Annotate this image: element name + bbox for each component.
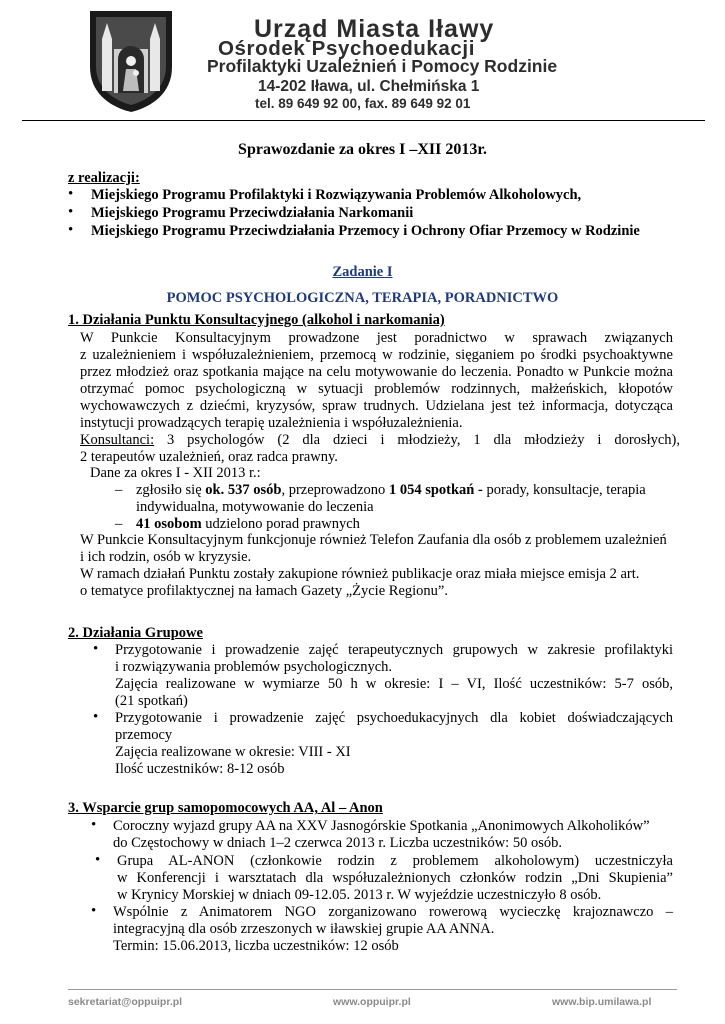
- group-line: i rozwiązywania problemów psychologicznych.: [115, 659, 393, 675]
- dash-marker: –: [115, 516, 123, 532]
- group-line: (21 spotkań): [115, 693, 188, 709]
- header-line-2: Ośrodek Psychoedukacji: [218, 37, 476, 60]
- group-line: Przygotowanie i prowadzenie zajęć terapeutycznych grupowych w zakresie profilaktyki: [115, 642, 673, 658]
- program-item: Miejskiego Programu Przeciwdziałania Narkomanii: [91, 205, 414, 221]
- paragraph-line: otrzymać pomoc psychologiczną w sytuacji problemów rodzinnych, małżeńskich, kłopotów: [80, 381, 673, 397]
- footer-bip[interactable]: www.bip.umilawa.pl: [552, 996, 652, 1008]
- realization-label: z realizacji:: [68, 170, 140, 186]
- header-divider: [22, 120, 705, 121]
- support-line: do Częstochowy w dniach 1–2 czerwca 2013 r. Liczba uczestników: 50 osób.: [113, 835, 562, 851]
- consultants-line: [80, 432, 680, 449]
- publication-line-2: o tematyce profilaktycznej na łamach Gazety „Życie Regionu”.: [80, 583, 448, 599]
- paragraph-line: z uzależnieniem i współuzależnieniem, przemocą w rodzinie, sięganiem po środki psychoaktywne: [80, 347, 673, 363]
- program-item: Miejskiego Programu Profilaktyki i Rozwiązywania Problemów Alkoholowych,: [91, 187, 582, 203]
- support-line: Wspólnie z Animatorem NGO zorganizowano rowerową wycieczkę krajoznawczo –: [113, 904, 673, 920]
- header-line-3: Profilaktyki Uzależnień i Pomocy Rodzinie: [207, 56, 558, 76]
- support-line: w Konferencji i warsztatach dla współuzależnionych członków rodzin „Dni Skupienia”: [117, 870, 673, 886]
- dash-marker: –: [115, 482, 123, 498]
- paragraph-line: wychowawczych z dziećmi, kryzysów, spraw trudnych. Udzielana jest też informacja, dotycząca: [80, 398, 673, 414]
- support-line: Termin: 15.06.2013, liczba uczestników: 12 osób: [113, 938, 399, 954]
- header-line-1: Urząd Miasta Iławy: [254, 15, 495, 43]
- section-3-heading: 3. Wsparcie grup samopomocowych AA, Al – Anon: [68, 800, 383, 816]
- footer-divider: [68, 989, 677, 990]
- support-line: Coroczny wyjazd grupy AA na XXV Jasnogórskie Spotkania „Anonimowych Alkoholików”: [113, 818, 650, 834]
- group-line: przemocy: [115, 727, 173, 743]
- paragraph-line: przez młodzież oraz spotkania mające na celu motywowanie do leczenia. Ponadto w Punkcie można: [80, 364, 673, 380]
- section-2-heading: 2. Działania Grupowe: [68, 625, 203, 641]
- group-line: Zajęcia realizowane w wymiarze 50 h w okresie: I – VI, Ilość uczestników: 5-7 osób,: [115, 676, 673, 692]
- header-address: 14-202 Iława, ul. Chełmińska 1: [258, 78, 480, 95]
- bullet-dot: •: [68, 222, 74, 238]
- group-line: Ilość uczestników: 8-12 osób: [115, 761, 285, 777]
- stats-text: , przeprowadzono: [281, 482, 389, 498]
- support-line: Grupa AL-ANON (członkowie rodzin z problemem alkoholowym) uczestniczyła: [117, 853, 673, 869]
- group-line: Przygotowanie i prowadzenie zajęć psychoedukacyjnych dla kobiet doświadczających: [115, 710, 673, 726]
- stats-meetings: 1 054 spotkań -: [388, 482, 483, 498]
- report-title: Sprawozdanie za okres I –XII 2013r.: [238, 141, 487, 158]
- footer-website[interactable]: www.oppuipr.pl: [333, 996, 411, 1008]
- section-1-heading: 1. Działania Punktu Konsultacyjnego (alkohol i narkomania): [68, 312, 445, 328]
- bullet-dot: •: [68, 204, 74, 220]
- coat-of-arms: [88, 9, 174, 113]
- stats-text: zgłosiło się: [136, 482, 206, 498]
- bullet-dot: •: [93, 641, 99, 657]
- bullet-dot: •: [93, 709, 99, 725]
- phone-line-1: W Punkcie Konsultacyjnym funkcjonuje również Telefon Zaufania dla osób z problemem uzależnień: [80, 532, 667, 548]
- bullet-dot: •: [68, 186, 74, 202]
- paragraph-line: instytucji prowadzących terapię uzależnienia i współuzależnienia.: [80, 415, 463, 431]
- stats-text: porady, konsultacje, terapia: [482, 482, 646, 498]
- program-item: Miejskiego Programu Przeciwdziałania Przemocy i Ochrony Ofiar Przemocy w Rodzinie: [91, 223, 640, 239]
- task-subtitle: POMOC PSYCHOLOGICZNA, TERAPIA, PORADNICTWO: [166, 290, 559, 306]
- bullet-dot: •: [91, 817, 97, 833]
- bullet-dot: •: [95, 852, 101, 868]
- paragraph-line: W Punkcie Konsultacyjnym prowadzone jest poradnictwo w sprawach związanych: [80, 330, 673, 346]
- stats-line-2: [136, 516, 360, 533]
- footer-email[interactable]: sekretariat@oppuipr.pl: [68, 996, 183, 1008]
- bullet-dot: •: [91, 903, 97, 919]
- publication-line-1: W ramach działań Punktu zostały zakupione również publikacje oraz miała miejsce emisja 2 art.: [80, 566, 640, 582]
- consultants-text: 3 psychologów (2 dla dzieci i młodzieży, 1 dla młodzieży i dorosłych),: [154, 432, 680, 448]
- stats-line-1b: indywidualna, motywowanie do leczenia: [136, 499, 374, 515]
- stats-people: ok. 537 osób: [205, 482, 282, 498]
- support-line: w Krynicy Morskiej w dniach 09-12.05. 2013 r. W wyjeździe uczestniczyło 8 osób.: [117, 887, 602, 903]
- consultants-line-2: 2 terapeutów uzależnień, oraz radca prawny.: [80, 449, 338, 465]
- task-label: Zadanie I: [332, 264, 393, 280]
- support-line: integracyjną dla osób zrzeszonych w iławskiej grupie AA ANNA.: [113, 921, 495, 937]
- phone-line-2: i ich rodzin, osób w kryzysie.: [80, 549, 252, 565]
- stats-text: udzielono porad prawnych: [201, 516, 360, 532]
- stats-line-1: [136, 482, 646, 499]
- stats-legal: 41 osobom: [136, 516, 202, 532]
- header-phones: tel. 89 649 92 00, fax. 89 649 92 01: [255, 96, 471, 111]
- consultants-label: Konsultanci:: [80, 432, 155, 448]
- group-line: Zajęcia realizowane w okresie: VIII - XI: [115, 744, 351, 760]
- data-period-label: Dane za okres I - XII 2013 r.:: [90, 465, 261, 481]
